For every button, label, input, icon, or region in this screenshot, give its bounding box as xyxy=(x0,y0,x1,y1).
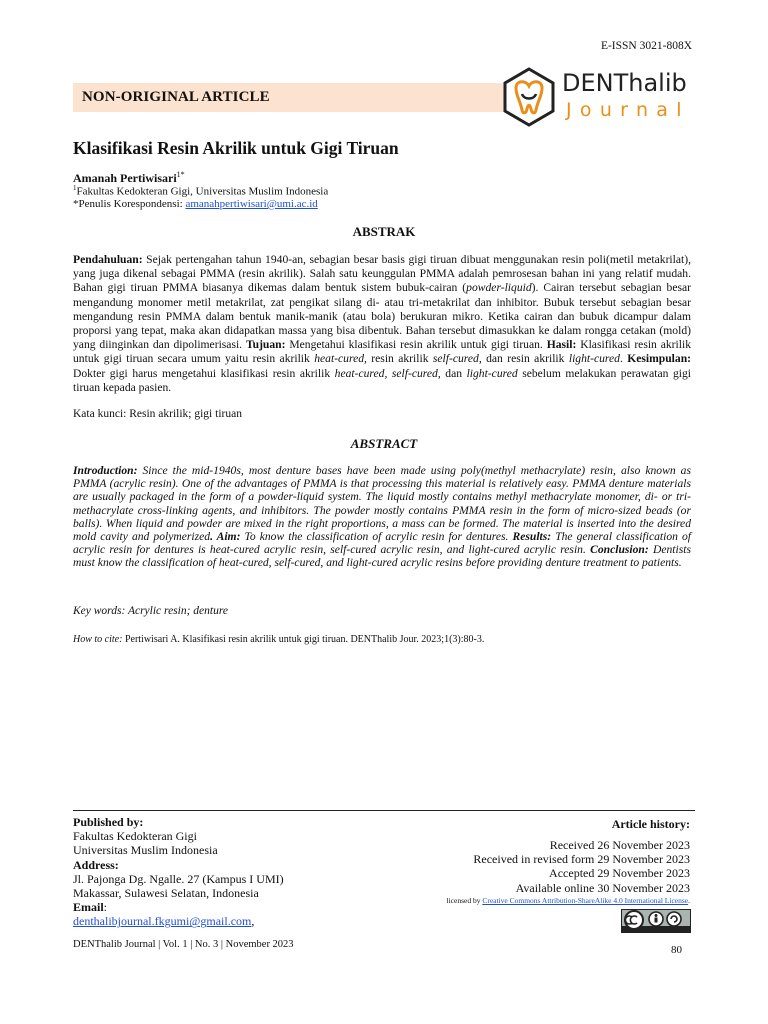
publisher-line-2: Universitas Muslim Indonesia xyxy=(73,843,218,858)
hasil-italic-2: self-cured, xyxy=(432,352,482,366)
history-accepted: Accepted 29 November 2023 xyxy=(549,866,690,881)
key-words: Key words: Acrylic resin; denture xyxy=(73,605,229,617)
affiliation-sup: 1 xyxy=(73,184,77,192)
license-line xyxy=(447,896,691,905)
correspondence-label: *Penulis Korespondensi: xyxy=(73,198,186,210)
hasil-text-2: resin akrilik xyxy=(366,352,433,366)
pendahuluan-text: Sejak pertengahan tahun 1940-an, sebagian besar basis gigi tiruan dibuat menggunakan resin poli(metil metakrilat), yang juga dikenal sebagai PMMA (resin akrilik). Salah satu keunggulan PMMA adalah pemrosesan bahan ini yang relatif mudah. Bahan gigi tiruan PMMA biasanya dikemas dalam bentuk sistem bubuk-cairan ( xyxy=(73,253,691,295)
footer-journal-info: DENThalib Journal | Vol. 1 | No. 3 | November 2023 xyxy=(73,939,294,950)
tujuan-label: Tujuan: xyxy=(245,338,286,352)
introduction-label: Introduction: xyxy=(73,464,138,477)
publisher-block xyxy=(73,815,284,929)
article-type-label: NON-ORIGINAL ARTICLE xyxy=(82,89,270,105)
correspondence xyxy=(73,198,318,210)
citation-label: How to cite: xyxy=(73,634,123,645)
hasil-text: Klasifikasi resin akrilik untuk gigi tiruan secara umum yaitu resin akrilik xyxy=(73,338,691,366)
abstract-heading: ABSTRACT xyxy=(350,436,418,451)
tujuan-text: Mengetahui klasifikasi resin akrilik untuk gigi tiruan. xyxy=(285,338,547,352)
hexagon-tooth-logo-icon xyxy=(498,66,560,128)
hasil-italic-1: heat-cured, xyxy=(314,352,367,366)
kata-kunci: Kata kunci: Resin akrilik; gigi tiruan xyxy=(73,408,242,420)
pendahuluan-label: Pendahuluan: xyxy=(73,253,143,266)
introduction-text: Since the mid-1940s, most denture bases have been made using poly(methyl methacrylate) resin, also known as PMMA (acrylic resin). One of the advantages of PMMA is that processing this material is relatively easy. PMMA denture materials are usually packaged in the form of a powder-liquid system. The liquid mostly contains methyl methacrylate monomer, di- or tri-methacrylate cross-linking agents, and inhibitors. The powder mostly contains PMMA resin in the form of micro-sized beads (or balls). When liquid and powder are mixed in the right proportions, a mass can be formed. The material is inserted into the desired mold cavity and polymerized xyxy=(73,464,691,544)
address-line-1: Jl. Pajonga Dg. Ngalle. 27 (Kampus I UMI) xyxy=(73,871,284,886)
aim-text: To know the classification of acrylic resin for dentures. xyxy=(240,530,513,544)
article-history-label: Article history: xyxy=(611,817,690,831)
author-name-text: Amanah Pertiwisari xyxy=(73,171,177,185)
aim-label: . Aim: xyxy=(210,530,241,544)
abstract-body xyxy=(73,464,691,570)
kesimpulan-text-3: sebelum melakukan perawatan gigi tiruan kepada pasien. xyxy=(73,366,691,394)
hasil-text-3: dan resin akrilik xyxy=(481,352,569,366)
affiliation-text: Fakultas Kedokteran Gigi, Universitas Muslim Indonesia xyxy=(76,185,329,198)
email-label: Email xyxy=(73,900,104,915)
cc-by-sa-badge-icon[interactable] xyxy=(621,909,691,933)
conclusion-text: Dentists must know the classification of heat-cured, self-cured, and light-cured acrylic resins before providing denture treatment to patients. xyxy=(73,543,691,570)
abstrak-heading: ABSTRAK xyxy=(352,224,416,239)
results-text: The general classification of acrylic resin for dentures is heat-cured acrylic resin, self-cured acrylic resin, and light-cured acrylic resin. xyxy=(73,530,691,557)
kesimpulan-text-2: dan xyxy=(440,366,467,380)
pendahuluan-italic: powder-liquid xyxy=(466,281,532,295)
address-label: Address: xyxy=(73,857,119,872)
license-prefix: licensed by xyxy=(446,896,483,905)
kesimpulan-italic-1: heat-cured, self-cured, xyxy=(334,366,441,380)
history-online: Available online 30 November 2023 xyxy=(515,880,690,895)
citation-text: Pertiwisari A. Klasifikasi resin akrilik untuk gigi tiruan. DENThalib Jour. 2023;1(3):80-3. xyxy=(122,634,485,645)
publisher-email-link[interactable]: denthalibjournal.fkgumi@gmail.com xyxy=(73,914,252,929)
email-trailing: , xyxy=(251,914,255,929)
logo-subtitle: Journal xyxy=(566,99,690,121)
publisher-line-1: Fakultas Kedokteran Gigi xyxy=(73,829,197,844)
citation xyxy=(73,634,484,645)
hasil-text-4: . xyxy=(619,352,628,366)
logo-title: DENThalib xyxy=(562,69,687,97)
page-number: 80 xyxy=(671,944,682,956)
affiliation xyxy=(73,184,328,198)
article-title: Klasifikasi Resin Akrilik untuk Gigi Tiruan xyxy=(73,138,399,158)
kesimpulan-text: Dokter gigi harus mengetahui klasifikasi resin akrilik xyxy=(73,366,335,380)
hasil-italic-3: light-cured xyxy=(568,352,620,366)
published-by-label: Published by: xyxy=(73,815,144,829)
author-sup: 1* xyxy=(176,170,185,179)
kesimpulan-italic-2: light-cured xyxy=(466,366,518,380)
footer-divider xyxy=(73,810,695,811)
pendahuluan-text-2: ). Cairan tersebut sebagian besar mengandung monomer metil metakrilat, zat pengikat silang di- atau tri-metakrilat dan inhibitor. Bubuk tersebut sebagian besar mengandung resin PMMA dalam bentuk manik-manik (atau bola) berukuran mikro. Ketika cairan dan bubuk dicampur dalam proporsi yang tepat, maka akan didapatkan massa yang bisa dibentuk. Bahan tersebut dimasukkan ke dalam rongga cetakan (mold) yang diinginkan dan dipolimerisasi. xyxy=(73,281,691,352)
address-line-2: Makassar, Sulawesi Selatan, Indonesia xyxy=(73,886,259,901)
email-colon: : xyxy=(103,900,108,915)
correspondence-email-link[interactable]: amanahpertiwisari@umi.ac.id xyxy=(185,198,318,210)
journal-logo xyxy=(498,66,698,128)
article-history xyxy=(473,838,690,895)
results-label: Results: xyxy=(512,530,552,544)
hasil-label: Hasil: xyxy=(546,338,577,352)
kesimpulan-label: Kesimpulan: xyxy=(627,352,692,366)
history-revised: Received in revised form 29 November 2023 xyxy=(473,852,690,867)
license-link[interactable]: Creative Commons Attribution-ShareAlike 4.0 International License xyxy=(482,896,689,905)
conclusion-label: Conclusion: xyxy=(590,543,649,557)
license-suffix: . xyxy=(688,896,690,905)
history-received: Received 26 November 2023 xyxy=(549,838,690,852)
abstrak-body xyxy=(73,253,691,395)
issn: E-ISSN 3021-808X xyxy=(600,40,692,52)
